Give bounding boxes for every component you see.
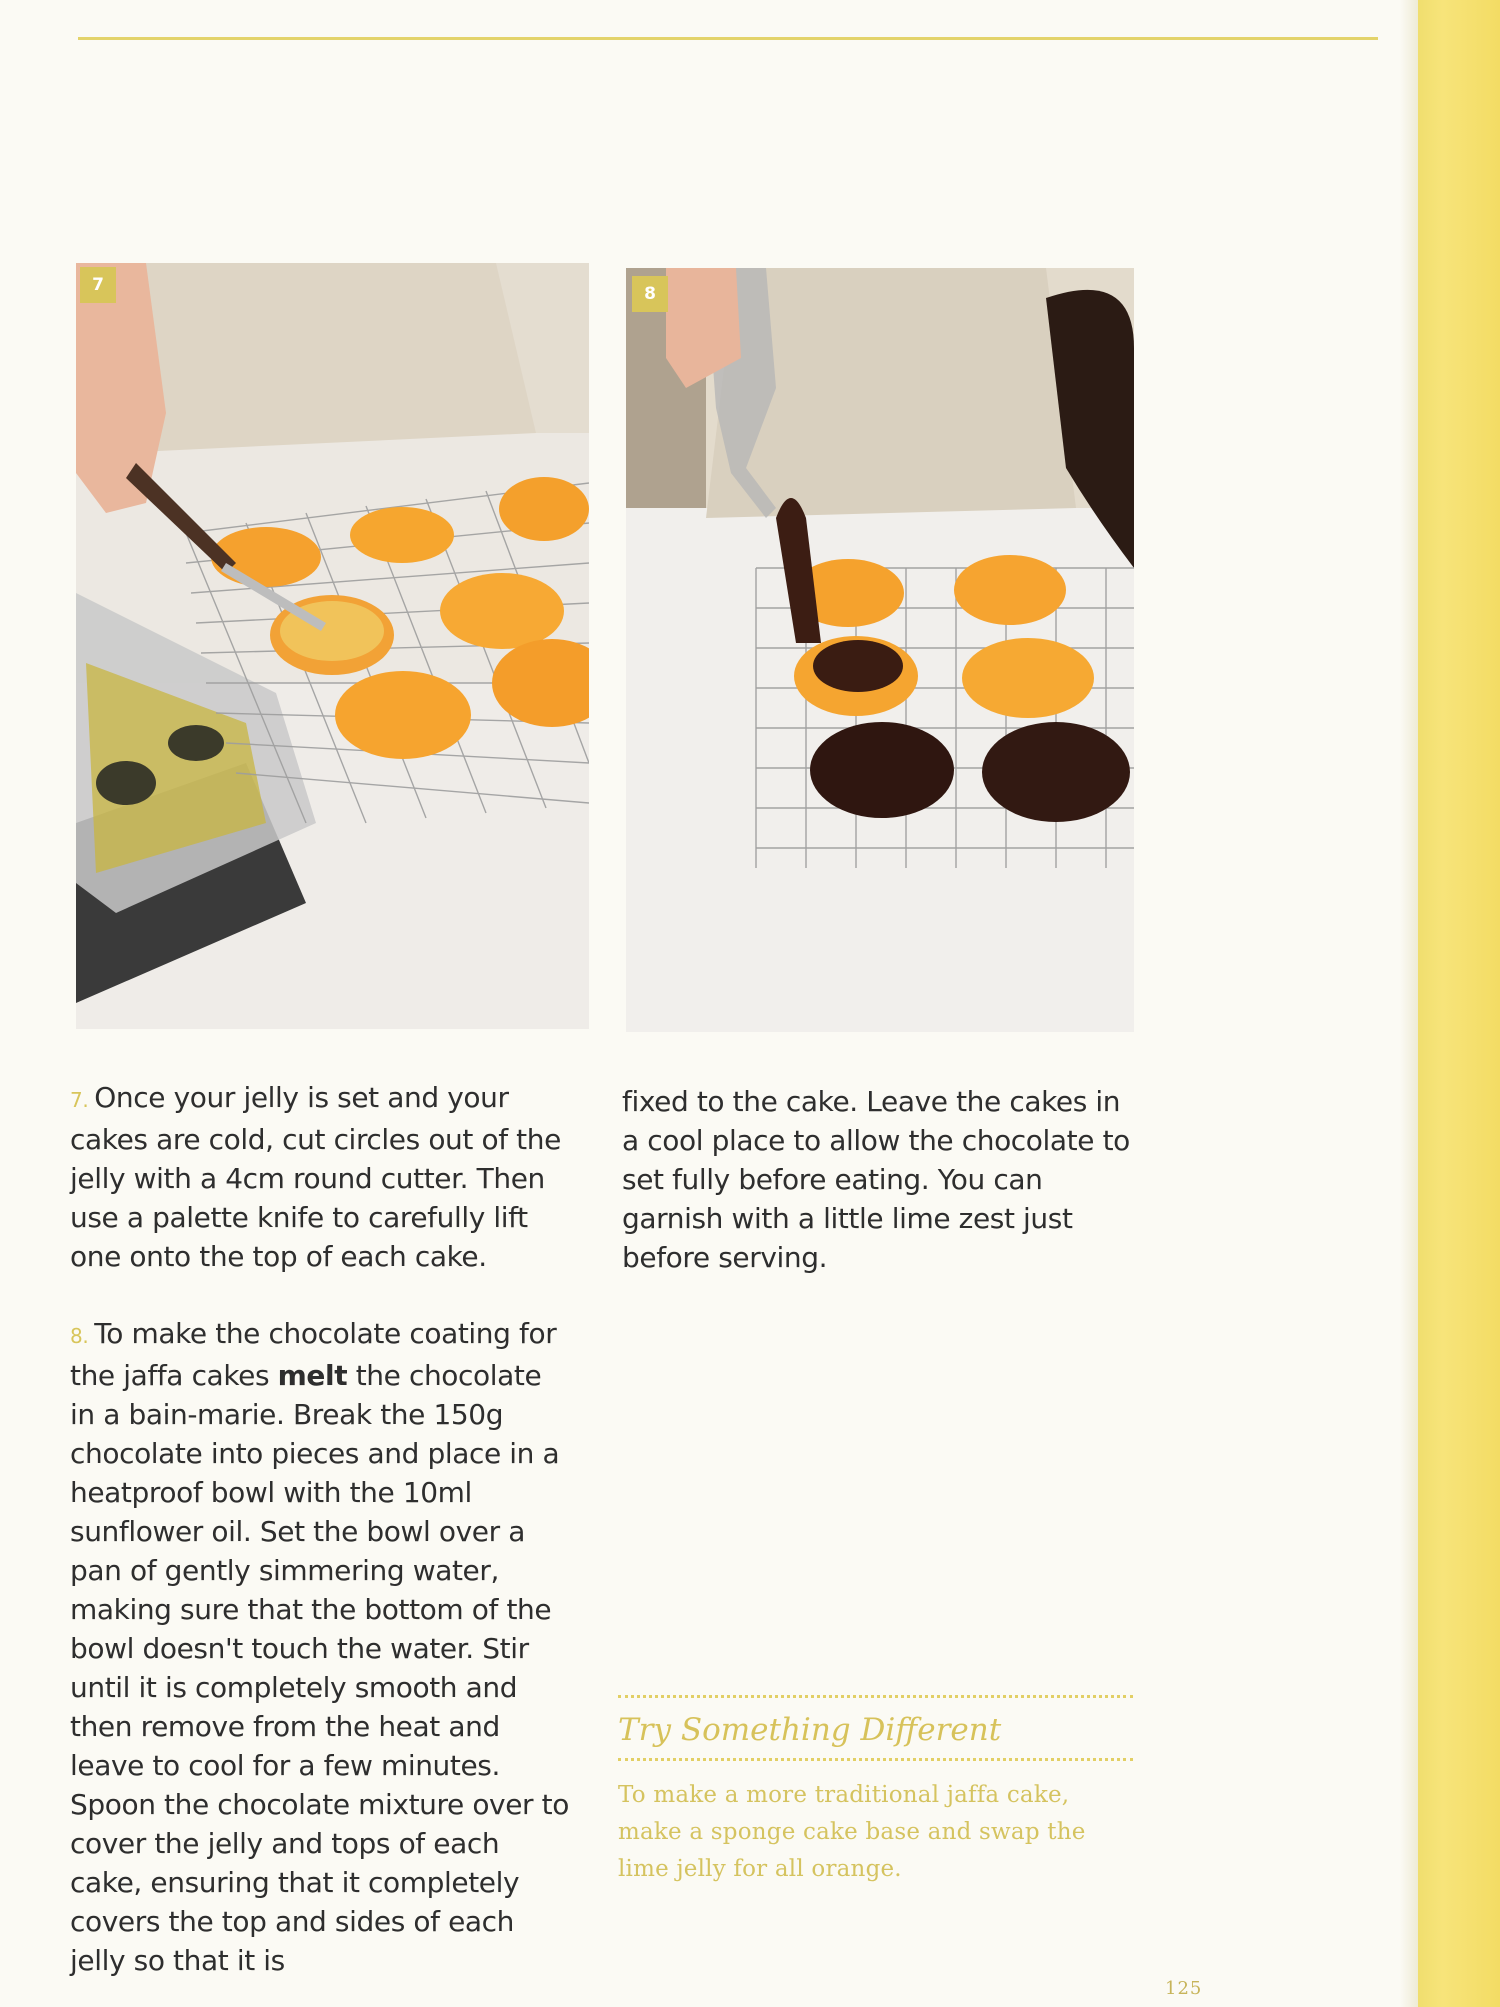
step-badge-8: 8	[632, 276, 668, 312]
step-8-bold-melt: melt	[277, 1359, 348, 1392]
step-7-number: 7.	[70, 1088, 89, 1112]
photo-step-7	[76, 263, 589, 1029]
step-8-text-after: the chocolate in a bain-marie. Break the 150g chocolate into pieces and place in a heatproof bowl with the 10ml sunflower oil. Set the bowl over a pan of gently simmering water, making sure that the bottom of the bowl doesn't touch the water. Stir until it is completely smooth and then remove from the heat and leave to cool for a few minutes. Spoon the chocolate mixture over to cover the jelly and tops of each cake, ensuring that it completely covers the top and sides of each jelly so that it is	[70, 1359, 569, 1977]
page-number: 125	[1165, 1978, 1203, 1999]
top-rule	[78, 37, 1378, 40]
tip-box	[618, 1695, 1133, 1888]
step-8-paragraph	[70, 1314, 570, 1980]
photo-step-8	[626, 268, 1134, 1032]
photo-step-8-illustration	[626, 268, 1134, 1032]
tip-bottom-rule	[618, 1758, 1133, 1761]
step-badge-7: 7	[80, 267, 116, 303]
step-7-text: Once your jelly is set and your cakes are cold, cut circles out of the jelly with a 4cm round cutter. Then use a palette knife to carefully lift one onto the top of each cake.	[70, 1081, 561, 1273]
tip-title: Try Something Different	[618, 1712, 1002, 1748]
step-8-number: 8.	[70, 1324, 89, 1348]
photo-step-7-illustration	[76, 263, 589, 1029]
step-8-continued-text: fixed to the cake. Leave the cakes in a cool place to allow the chocolate to set fully before eating. You can garnish with a little lime zest just before serving.	[622, 1085, 1130, 1274]
step-7-paragraph	[70, 1078, 570, 1276]
page-gutter-shadow	[1400, 0, 1418, 2007]
step-8-text-before: To make the chocolate coating for the jaffa cakes	[70, 1317, 557, 1392]
page-edge-yellow	[1418, 0, 1500, 2007]
step-8-continued-paragraph	[622, 1082, 1142, 1277]
tip-text: To make a more traditional jaffa cake, make a sponge cake base and swap the lime jelly for all orange.	[618, 1782, 1086, 1882]
